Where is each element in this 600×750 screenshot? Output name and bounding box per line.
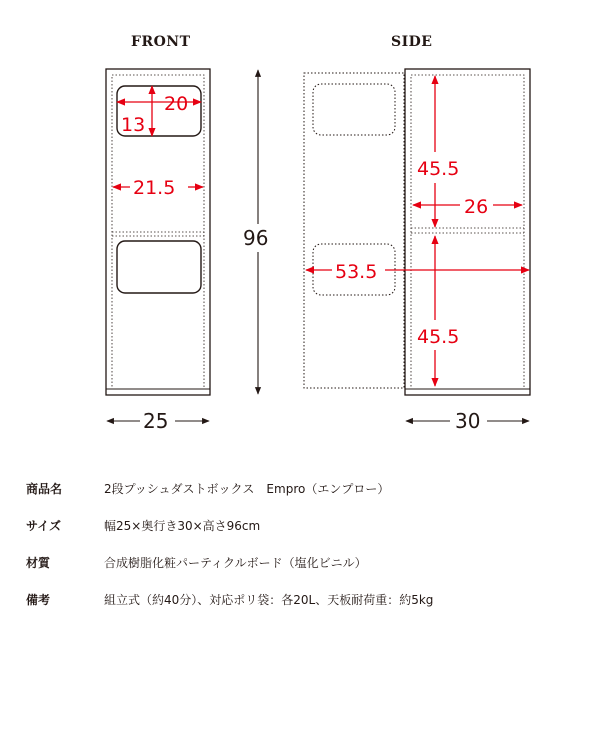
spec-row-material [26, 554, 586, 591]
spec-value: 合成樹脂化粧パーティクルボード（塩化ビニル） [104, 556, 367, 570]
front-lower-lid [117, 241, 201, 293]
lid-width-label: 20 [164, 93, 189, 115]
spec-value: 組立式（約40分）、対応ポリ袋：各20L、天板耐荷重：約5kg [104, 593, 434, 607]
inner-width-label: 21.5 [133, 177, 176, 199]
spec-label: 商品名 [26, 482, 63, 496]
upper-height-label: 45.5 [417, 158, 460, 180]
width-label: 25 [143, 409, 169, 433]
open-depth-label: 53.5 [335, 261, 378, 283]
front-view-title: FRONT [131, 34, 191, 50]
side-open-lid-ghost [304, 73, 404, 388]
spec-label: 材質 [26, 556, 51, 570]
spec-value: 幅25×奥行き30×高さ96cm [104, 519, 261, 533]
side-view-title: SIDE [391, 34, 433, 50]
spec-label: サイズ [26, 519, 62, 533]
inner-depth-label: 26 [464, 196, 489, 218]
spec-row-product-name [26, 480, 586, 517]
lower-height-label: 45.5 [417, 326, 460, 348]
spec-value: 2段プッシュダストボックス Empro（エンプロー） [104, 482, 390, 496]
depth-label: 30 [455, 409, 481, 433]
spec-row-notes [26, 591, 586, 628]
spec-row-size [26, 517, 586, 554]
spec-label: 備考 [26, 593, 51, 607]
spec-table [26, 480, 586, 628]
lid-height-label: 13 [121, 114, 146, 136]
height-label: 96 [243, 226, 269, 250]
